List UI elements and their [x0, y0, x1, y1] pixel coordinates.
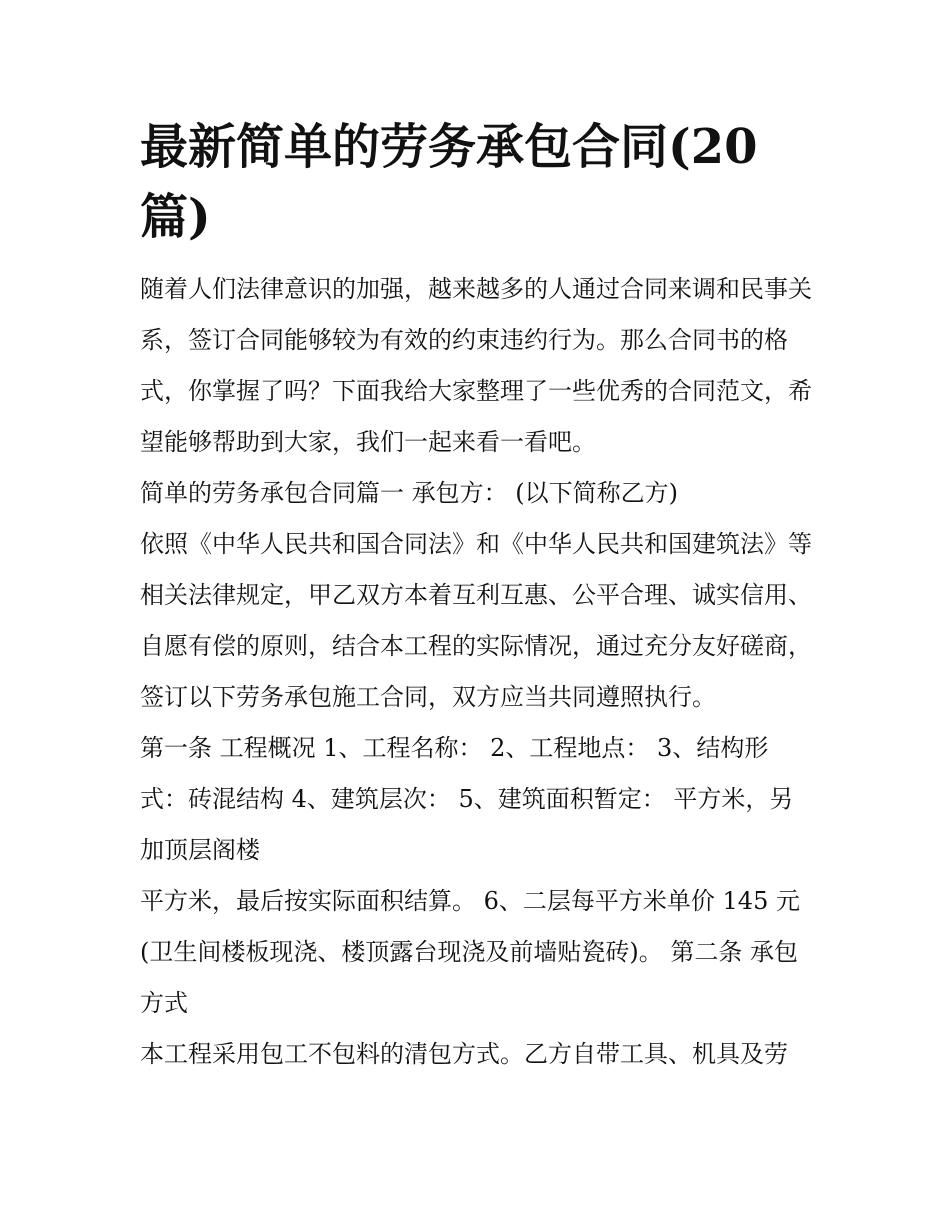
- paragraph-intro: 随着人们法律意识的加强，越来越多的人通过合同来调和民事关系，签订合同能够较为有效的约束违约行为。那么合同书的格式，你掌握了吗？下面我给大家整理了一些优秀的合同范文，希望能够帮助到大家，我们一起来看一看吧。: [140, 275, 812, 456]
- paragraph-contract-one-header: 简单的劳务承包合同篇一 承包方： (以下简称乙方): [140, 479, 678, 507]
- paragraph-article-two: 本工程采用包工不包料的清包方式。乙方自带工具、机具及劳: [140, 1040, 788, 1068]
- document-title: 最新简单的劳务承包合同(20篇): [140, 119, 758, 245]
- paragraph-legal-basis: 依照《中华人民共和国合同法》和《中华人民共和国建筑法》等相关法律规定，甲乙双方本着互利互惠、公平合理、诚实信用、自愿有偿的原则，结合本工程的实际情况，通过充分友好磋商，签订以下劳务承包施工合同，双方应当共同遵照执行。: [140, 530, 812, 711]
- paragraph-article-one: 第一条 工程概况 1、工程名称： 2、工程地点： 3、结构形式：砖混结构 4、建筑层次： 5、建筑面积暂定： 平方米，另加顶层阁楼: [140, 734, 794, 864]
- document-body: [140, 112, 815, 1080]
- paragraph-article-one-cont: 平方米，最后按实际面积结算。 6、二层每平方米单价 145 元(卫生间楼板现浇、楼顶露台现浇及前墙贴瓷砖)。 第二条 承包方式: [140, 887, 800, 1017]
